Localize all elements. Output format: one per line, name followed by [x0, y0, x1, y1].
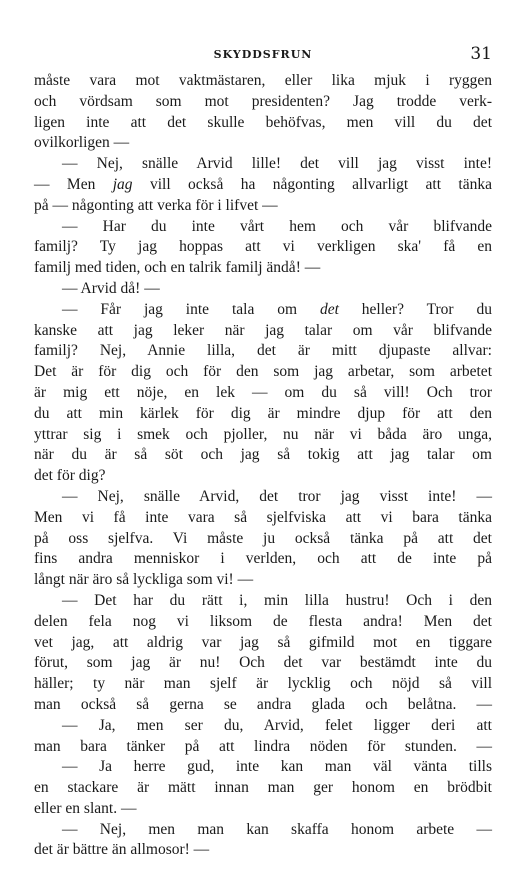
text-line: — Nej, men man kan skaffa honom arbete — — [62, 820, 492, 838]
text-line: måste vara mot vaktmästaren, eller lika mjuk i ryggen — [34, 72, 492, 89]
text-line: långt när äro så lyckliga som vi! — — [34, 571, 254, 589]
text-line: familj? Nej, Annie lilla, det är mitt djupaste allvar: — [34, 342, 492, 360]
text-line: ligen inte att det skulle behöfvas, men vill du det — [34, 113, 492, 131]
text-line: delen fela nog vi liksom de flesta andra! Men det — [34, 612, 492, 630]
text-line: — Får jag inte tala om det heller? Tror du — [62, 300, 492, 318]
emphasized-word: jag — [112, 175, 133, 193]
text-line: yttrar sig i smek och pjoller, nu när vi båda äro unga, — [34, 425, 492, 443]
emphasized-word: det — [319, 300, 339, 318]
text-line: — Arvid då! — — [62, 279, 160, 297]
text-line: på — någonting att verka för i lifvet — — [34, 196, 278, 214]
text-line: ovilkorligen — — [34, 134, 130, 152]
text-line: — Har du inte vårt hem och vår blifvande — [62, 217, 492, 235]
text-line: — Det har du rätt i, min lilla hustru! Och i den — [62, 591, 492, 609]
text-line: — Ja herre gud, inte kan man väl vänta tills — [62, 758, 492, 776]
text-line: man också så gerna se andra glada och belåtna. — — [34, 695, 492, 713]
text-line: familj? Ty jag hoppas att vi verkligen ska' få en — [34, 238, 492, 256]
page-header — [34, 44, 492, 70]
text-line: vet jag, att aldrig var jag så gifmild mot en tiggare — [34, 633, 492, 651]
text-line: på oss sjelfva. Vi måste ju också tänka på att det — [34, 529, 492, 547]
text-line: och vördsam som mot presidenten? Jag trodde verk- — [34, 92, 492, 110]
text-line: — Nej, snälle Arvid, det tror jag visst inte! — — [62, 487, 492, 505]
text-line: eller en slant. — — [34, 799, 137, 817]
text-line: — Nej, snälle Arvid lille! det vill jag visst inte! — [62, 155, 492, 173]
text-line: Men vi få inte vara så sjelfviska att vi bara tänka — [34, 508, 492, 526]
text-line: häller; ty när man sjelf är lycklig och nöjd så vill — [34, 675, 492, 693]
text-line: fins andra menniskor i verlden, och att de inte på — [34, 550, 492, 568]
text-line: du att min kärlek för dig är mindre djup för att den — [34, 404, 492, 422]
text-line: det är bättre än allmosor! — — [34, 841, 210, 859]
text-line: förut, som jag är nu! Och det var bestämdt inte du — [34, 654, 492, 672]
text-line: — Ja, men ser du, Arvid, felet ligger deri att — [62, 716, 492, 734]
text-line: det för dig? — [34, 467, 106, 485]
running-head: SKYDDSFRUN — [213, 48, 313, 61]
text-line: familj med tiden, och en talrik familj ändå! — — [34, 259, 321, 277]
text-line: — Men jag vill också ha någonting allvarligt att tänka — [34, 175, 492, 193]
text-line: Det är för dig och för den som jag arbetar, som arbetet — [34, 363, 492, 381]
text-line: en stackare är mätt innan man ger honom en brödbit — [34, 779, 492, 797]
body-text — [34, 71, 492, 861]
text-line: när du är så söt och jag så tokig att jag talar om — [34, 446, 492, 464]
page-number: 31 — [470, 44, 492, 64]
text-line: är mig ett nöje, en lek — om du så vill! Och tror — [34, 383, 492, 401]
text-line: kanske att jag leker när jag talar om vår blifvande — [34, 321, 492, 339]
text-line: man bara tänker på att lindra nöden för stunden. — — [34, 737, 492, 755]
